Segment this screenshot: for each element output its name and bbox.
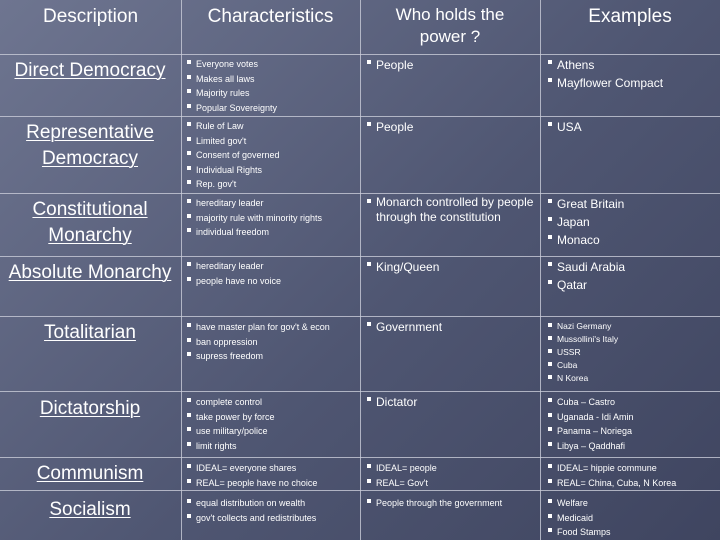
list-item: Saudi Arabia [548, 258, 718, 276]
list-item: have master plan for gov't & econ [187, 320, 357, 335]
list-item: ban oppression [187, 335, 357, 350]
list-item: complete control [187, 395, 357, 410]
list-item: Consent of governed [187, 148, 357, 163]
list-item: Majority rules [187, 86, 357, 101]
list-item: equal distribution on wealth [187, 496, 357, 511]
examples-list [548, 118, 718, 136]
examples-list [548, 496, 718, 540]
who-list [367, 496, 537, 511]
list-item: Great Britain [548, 195, 718, 213]
list-item: Libya – Qaddhafi [548, 439, 718, 454]
examples-list [548, 320, 718, 385]
list-item: people have no voice [187, 274, 357, 289]
list-item: People [367, 56, 537, 74]
who-list [367, 318, 537, 336]
row-name-constitutional-monarchy: Constitutional Monarchy [32, 199, 148, 246]
examples-list [548, 258, 718, 294]
list-item: Limited gov't [187, 134, 357, 149]
list-item: REAL= people have no choice [187, 476, 357, 491]
header-characteristics: Characteristics [207, 6, 334, 27]
list-item: People [367, 118, 537, 136]
row-name-absolute-monarchy: Absolute Monarchy [8, 262, 172, 283]
list-item: use military/police [187, 424, 357, 439]
list-item: Japan [548, 213, 718, 231]
list-item: Mussollini's Italy [548, 333, 718, 346]
list-item: majority rule with minority rights [187, 211, 357, 226]
who-list [367, 461, 537, 490]
list-item: IDEAL= everyone shares [187, 461, 357, 476]
list-item: Mayflower Compact [548, 74, 718, 92]
examples-list [548, 56, 718, 92]
list-item: Dictator [367, 393, 537, 411]
list-item: Uganada - Idi Amin [548, 410, 718, 425]
characteristics-list [187, 196, 357, 240]
examples-list [548, 395, 718, 453]
characteristics-list [187, 461, 357, 490]
list-item: People through the government [367, 496, 537, 511]
header-who-holds-power: Who holds the power ? [395, 5, 505, 46]
list-item: Welfare [548, 496, 718, 511]
column-divider [360, 0, 361, 540]
list-item: supress freedom [187, 349, 357, 364]
row-divider [0, 116, 720, 117]
row-name-dictatorship: Dictatorship [39, 398, 141, 419]
row-name-representative-democracy: Representative Democracy [26, 122, 154, 169]
who-list [367, 56, 537, 74]
list-item: Makes all laws [187, 72, 357, 87]
list-item: Panama – Noriega [548, 424, 718, 439]
list-item: USA [548, 118, 718, 136]
list-item: Cuba [548, 359, 718, 372]
list-item: Athens [548, 56, 718, 74]
list-item: IDEAL= hippie commune [548, 461, 718, 476]
row-divider [0, 193, 720, 194]
list-item: Rule of Law [187, 119, 357, 134]
characteristics-list [187, 320, 357, 364]
row-divider [0, 256, 720, 257]
list-item: limit rights [187, 439, 357, 454]
row-name-totalitarian: Totalitarian [44, 322, 136, 343]
list-item: gov't collects and redistributes [187, 511, 357, 526]
list-item: REAL= Gov't [367, 476, 537, 491]
list-item: Monarch controlled by people through the constitution [367, 195, 539, 225]
list-item: Nazi Germany [548, 320, 718, 333]
list-item: Food Stamps [548, 525, 718, 540]
list-item: Qatar [548, 276, 718, 294]
who-list [367, 258, 537, 276]
list-item: Cuba – Castro [548, 395, 718, 410]
who-list [367, 118, 537, 136]
row-divider [0, 457, 720, 458]
who-list [367, 393, 537, 411]
examples-list [548, 195, 718, 249]
list-item: Popular Sovereignty [187, 101, 357, 116]
row-divider [0, 490, 720, 491]
list-item: hereditary leader [187, 259, 357, 274]
header-description: Description [42, 6, 139, 27]
header-examples: Examples [588, 6, 672, 27]
list-item: individual freedom [187, 225, 357, 240]
list-item: USSR [548, 346, 718, 359]
list-item: Government [367, 318, 537, 336]
row-divider [0, 54, 720, 55]
list-item: King/Queen [367, 258, 537, 276]
characteristics-list [187, 119, 357, 192]
list-item: Monaco [548, 231, 718, 249]
list-item: N Korea [548, 372, 718, 385]
list-item: take power by force [187, 410, 357, 425]
list-item: Individual Rights [187, 163, 357, 178]
characteristics-list [187, 259, 357, 288]
characteristics-list [187, 57, 357, 115]
list-item: IDEAL= people [367, 461, 537, 476]
row-name-communism: Communism [36, 463, 144, 484]
column-divider [181, 0, 182, 540]
row-divider [0, 316, 720, 317]
row-name-socialism: Socialism [49, 499, 131, 520]
list-item: Medicaid [548, 511, 718, 526]
list-item: hereditary leader [187, 196, 357, 211]
row-divider [0, 391, 720, 392]
column-divider [540, 0, 541, 540]
row-name-direct-democracy: Direct Democracy [14, 60, 166, 81]
list-item: REAL= China, Cuba, N Korea [548, 476, 718, 491]
list-item: Everyone votes [187, 57, 357, 72]
examples-list [548, 461, 718, 490]
list-item: Rep. gov't [187, 177, 357, 192]
who-list [367, 195, 539, 225]
characteristics-list [187, 496, 357, 525]
characteristics-list [187, 395, 357, 453]
